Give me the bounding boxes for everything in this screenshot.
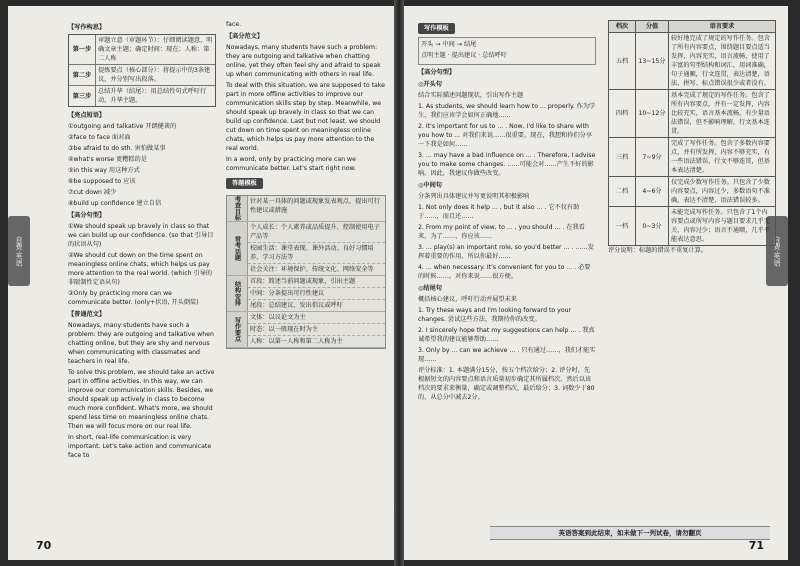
- phrases-title: 【高分句型】: [418, 69, 456, 76]
- mm-item: 中间：分条提出可行性建议: [248, 288, 385, 300]
- sentence-item: ③Only by practicing more can we communicate better. (only+状语, 开头倒装): [68, 290, 199, 306]
- mm-item: 时态：以一般现在时为主: [248, 324, 385, 336]
- mm-label: 结构安排: [227, 276, 248, 311]
- mm-item: 针对某一具体的问题或现象发表观点，提出可行性建议或措施: [250, 198, 380, 214]
- table-row: [609, 177, 776, 207]
- side-tab-right: 自费·英语: [766, 216, 788, 286]
- step-text: 提炼要点（核心部分）：将提示中的3条建议，并分别写出段落。: [98, 67, 211, 83]
- right-column-2: [608, 20, 776, 257]
- step-row: [69, 86, 215, 106]
- phrase-item: 2. It's important for us to ... . Now, I'd like to share with you how to ... 对我们来说……很重要。现在，我想和你们分享一下我是如何……: [418, 123, 593, 148]
- hi-para: To deal with this situation, we are supposed to take part in more offline activities to improve our communication skills step by step. Meanwhile, we should speak up bravely in class so that we can build up confidence. Last but not least, we should cut down on time spent on meaningless online chats, which helps us pay more attention to the real world.: [226, 82, 385, 152]
- vocab-title: 【亮点短语】: [68, 112, 106, 119]
- cell-grade: 四档: [609, 90, 636, 138]
- table-header-row: [609, 21, 776, 33]
- model-title: 【普通范文】: [68, 311, 106, 318]
- right-page: [404, 6, 788, 560]
- sentence-item: ②We should cut down on the time spent on meaningless online chats, which helps us pay more attention to the real world. (which 引导的非限制性定语从句): [68, 252, 213, 286]
- mm-label: 考查目标: [227, 196, 248, 221]
- structure-frame: [418, 37, 596, 65]
- book-gutter: [394, 0, 404, 566]
- table-row: [609, 207, 776, 246]
- table-note: 评分说明：标题的错误不重复计算。: [608, 247, 707, 254]
- header-grade: 档次: [609, 21, 636, 33]
- structure-title: 开头 → 中间 → 结尾: [421, 41, 477, 48]
- table-row: [609, 90, 776, 138]
- step-row: [69, 35, 215, 65]
- mm-item: 校园生活：课堂表现、课外活动、良好习惯培养、学习方法等: [248, 243, 385, 264]
- cell-grade: 一档: [609, 207, 636, 246]
- left-page: [8, 6, 394, 560]
- sentence-item: ①We should speak up bravely in class so that we can build up our confidence. (so that 引导目的状语从句): [68, 223, 214, 248]
- mm-group: [227, 276, 385, 312]
- steps-table: [68, 34, 216, 107]
- step-row: [69, 65, 215, 86]
- mm-item: 社会关注：环境保护、传统文化、网络安全等: [250, 265, 374, 273]
- model-para: To solve this problem, we should take an active part in offline activities. In this way, we can improve our communication skills. Besides, we should speak up actively in class to become much more confident. What's more, we should spend less time on meaningless online chats. Then we will focus more on our real life.: [68, 369, 215, 430]
- cell-grade: 三档: [609, 138, 636, 177]
- step-text: 审题立意（审题环节）：仔细阅读题意，明确文章主题；确定时间：现在；人称：第二人称: [98, 37, 213, 62]
- cell-req: 仅完成少数写作任务。只包含了少数内容要点，内容过少，多数语句不准确，表达不清楚，语法错误较多。: [669, 177, 776, 207]
- header-score: 分值: [636, 21, 669, 33]
- phrase-item: 4. ... when necessary. It's convenient for you to ... . 必要的时候……。对你来说……很方便。: [418, 264, 591, 280]
- phrases-sub: ◎开头句: [418, 81, 442, 88]
- structure-note: 点明主题 · 提出建议 · 总结呼吁: [421, 52, 508, 59]
- table-row: [609, 33, 776, 90]
- page-number-right: 71: [748, 539, 764, 552]
- vocab-item: ⑤in this way 用这种方式: [68, 167, 140, 174]
- phrase-item: 2. I sincerely hope that my suggestions can help ... . 我真诚希望我的建议能够帮助……: [418, 327, 595, 343]
- page-number-left: 70: [36, 539, 52, 552]
- phrase-item: 3. ... may have a bad influence on ... . Therefore, I advise you to make some changes. ……可能会对……产生不好的影响。因此，我建议你做些改变。: [418, 152, 596, 177]
- mm-label: 写作要点: [227, 312, 248, 347]
- cell-req: 基本完成了规定的写作任务。包含了所有内容要点，并有一定发挥，内容比较充实，语言基本流畅，有少量语法错误，但不影响理解，行文基本连贯。: [669, 90, 776, 138]
- cell-grade: 二档: [609, 177, 636, 207]
- phrases-sub: ◎中间句: [418, 182, 442, 189]
- cell-score: 7~9分: [636, 138, 669, 177]
- left-column-2: [226, 20, 386, 349]
- phrase-item: 1. Try these ways and I'm looking forward to your changes. 尝试这些方法，我期待你的改变。: [418, 307, 572, 323]
- scoring-table: [608, 20, 776, 246]
- left-column-1: [68, 20, 216, 462]
- sentence-title: 【高分句型】: [68, 212, 106, 219]
- cell-score: 13~15分: [636, 33, 669, 90]
- vocab-item: ③be afraid to do sth. 害怕做某事: [68, 145, 166, 152]
- mm-item: 个人成长：个人素养或品质提升、控制使用电子产品等: [248, 222, 385, 243]
- phrase-item: 1. Not only does it help ... , but it also ... . 它不仅有助于……，而且还……: [418, 204, 580, 220]
- mindmap-banner: 答题模板: [226, 178, 263, 189]
- hi-title: 【高分范文】: [226, 33, 264, 40]
- phrase-item: 1. As students, we should learn how to ... properly. 作为学生，我们应该学会如何正确地……: [418, 103, 596, 119]
- cell-score: 0~3分: [636, 207, 669, 246]
- cell-score: 4~6分: [636, 177, 669, 207]
- mm-label: 常考话题: [227, 222, 248, 275]
- steps-title: 【写作构思】: [68, 24, 106, 31]
- header-req: 语言要求: [669, 21, 776, 33]
- phrase-item: 3. Only by ... can we achieve ... . 只有通过……，我们才能实现……: [418, 347, 596, 363]
- model-para: In short, real-life communication is very important. Let's take action and communicate face to: [68, 434, 212, 459]
- right-column-1: [418, 20, 596, 404]
- hi-para: Nowadays, many students have such a problem: they are outgoing and talkative when chatting online, yet they often feel shy and afraid to speak up when communicating with others in real life.: [226, 44, 381, 78]
- vocab-item: ①outgoing and talkative 开朗健谈的: [68, 123, 177, 130]
- vocab-item: ⑦cut down 减少: [68, 189, 117, 196]
- side-tab-left: 自费·英语: [8, 216, 30, 286]
- vocab-item: ⑥be supposed to 应该: [68, 178, 136, 185]
- phrases-note: 结合实际描述问题现状，引出写作主题: [418, 92, 524, 99]
- mm-group: [227, 312, 385, 348]
- mm-group: [227, 222, 385, 276]
- mm-group: [227, 196, 385, 222]
- template-banner: 写作模板: [418, 23, 455, 34]
- table-row: [609, 138, 776, 177]
- phrase-item: 3. ... play(s) an important role, so you'd better ... . ……发挥着重要的作用，所以你最好……: [418, 244, 594, 260]
- continued-text: face.: [226, 21, 242, 28]
- step-label: 第一步: [69, 35, 96, 64]
- cell-req: 未能完成写作任务。只包含了1个内容要点或所写内容与题目要求几乎无关，内容过少；语言不通顺，几乎不能表达意思。: [669, 207, 776, 246]
- mm-item: 尾段：总结建议，发出倡议或呼吁: [250, 301, 343, 309]
- step-text: 总结升华（结尾）：用总结性句式呼吁行动，升华主题。: [98, 88, 207, 104]
- step-label: 第二步: [69, 65, 96, 85]
- cell-req: 完成了写作任务。包含了多数内容要点，并有所发挥，内容不够充实，有一些语法错误，行文不够连贯，但基本表达清楚。: [669, 138, 776, 177]
- phrases-note: 概括核心建议，呼吁行动并展望未来: [418, 296, 517, 303]
- cell-req: 较好地完成了规定的写作任务。包含了所有内容要点，围绕题目要点适当发挥，内容充实，语言流畅，使用了丰富的句型结构和词汇，用词准确，句子通顺，行文连贯，表达清楚，语法、拼写、标点错误很少或者没有。: [669, 33, 776, 90]
- phrases-sub: ◎结尾句: [418, 285, 442, 292]
- mm-item: 人称：以第一人称和第二人称为主: [250, 337, 343, 345]
- eval-text: 评分标准：1. 本题满分15分，按五个档次给分；2. 评分时，先根据短文的内容要点和语言质量初步确定其所属档次，然后以该档次的要求来衡量，确定或调整档次，最后给分；3. 词数少于80的，从总分中减去2分。: [418, 367, 595, 401]
- phrase-item: 2. From my point of view, to ... , you should ... . 在我看来，为了……，你应该……: [418, 224, 585, 240]
- cell-score: 10~12分: [636, 90, 669, 138]
- model-para: Nowadays, many students have such a problem: they are outgoing and talkative when chatting online, but they are shy and nervous when communicating with classmates and teachers in real life.: [68, 322, 214, 365]
- cell-grade: 五档: [609, 33, 636, 90]
- mm-item: 首段：简述当前问题或现象，引出主题: [248, 276, 385, 288]
- vocab-item: ②face to face 面对面: [68, 134, 131, 141]
- mm-item: 文体：以议论文为主: [248, 312, 385, 324]
- step-label: 第三步: [69, 86, 96, 106]
- footer-notice: 英语答案到此结束，如未做下一列试卷，请勿翻页: [490, 526, 770, 540]
- vocab-item: ⑧build up confidence 建立自信: [68, 200, 162, 207]
- hi-para: In a word, only by practicing more can we communicate better. Let's start right now.: [226, 156, 357, 172]
- mindmap: [226, 195, 386, 349]
- vocab-item: ④what's worse 更糟糕的是: [68, 156, 147, 163]
- phrases-note: 分条列出具体建议并写更说明其积极影响: [418, 193, 530, 200]
